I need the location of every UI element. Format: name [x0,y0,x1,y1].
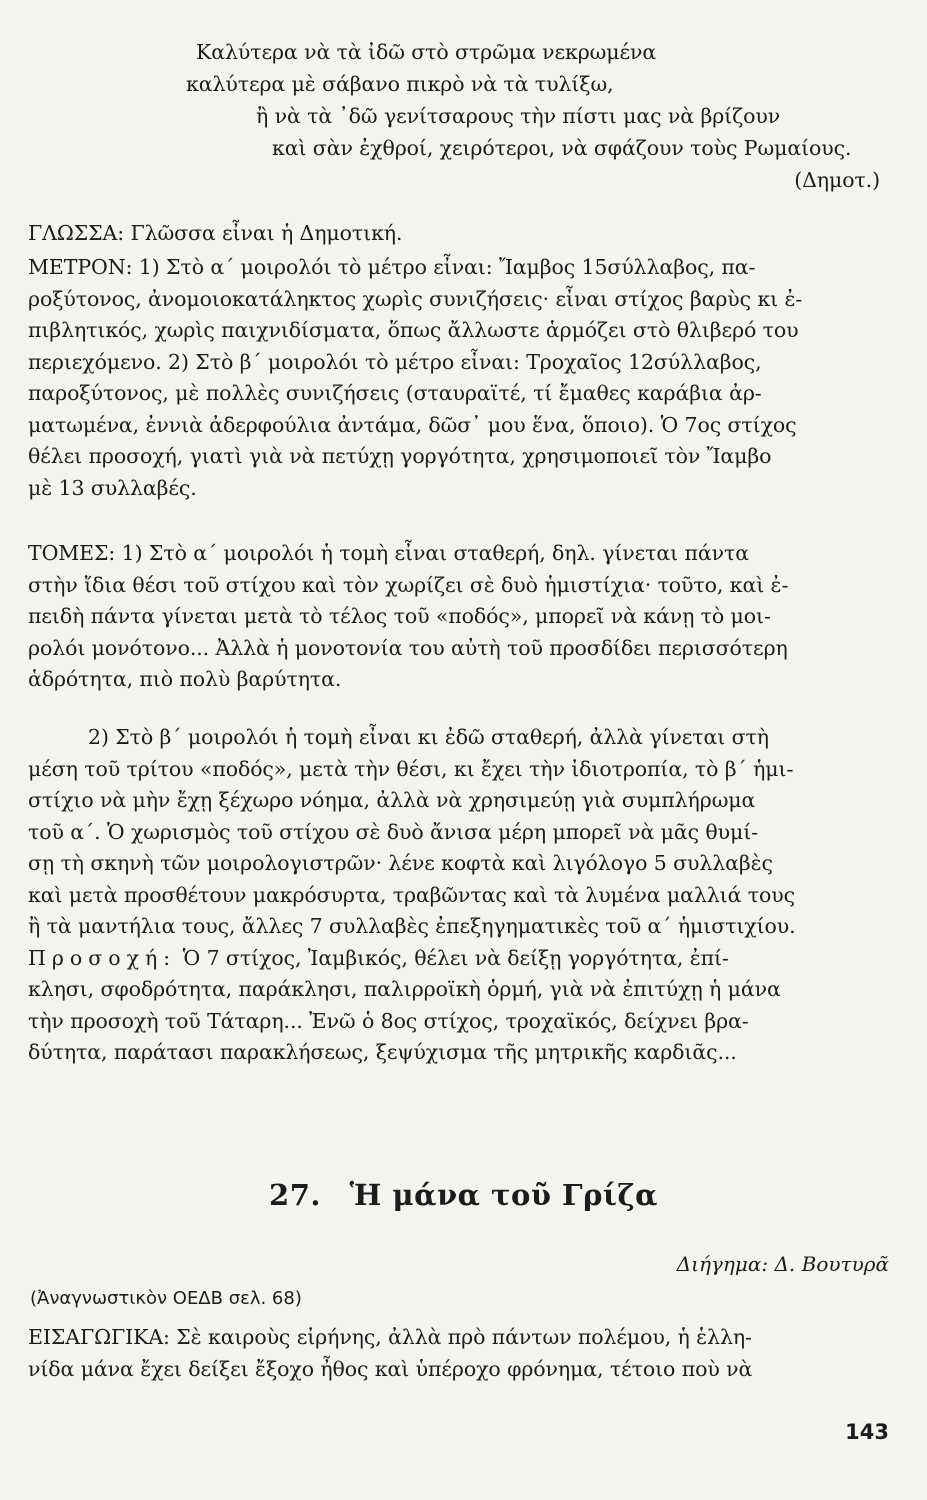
poem-line: Καλύτερα νὰ τὰ ἰδῶ στὸ στρῶμα νεκρωμένα [196,40,657,64]
text-line: πιβλητικός, χωρὶς παιχνιδίσματα, ὅπως ἄλλωστε ἁρμόζει στὸ θλιβερό του [28,318,799,342]
poem-attribution: (Δημοτ.) [794,168,880,192]
tomes-second-paragraph [28,722,893,1069]
glossa-paragraph [28,218,893,250]
text-line: ροξύτονος, ἀνομοιοκατάληκτος χωρὶς συνιζήσεις· εἶναι στίχος βαρὺς κι ἐ- [28,286,803,311]
source-reference: (Ἀναγνωστικὸν ΟΕΔΒ σελ. 68) [30,1288,302,1309]
text-line: σῃ τὴ σκηνὴ τῶν μοιρολογιστρῶν· λένε κοφτὰ καὶ λιγόλογο 5 συλλαβὲς [28,851,773,875]
eisagogika-paragraph [28,1322,893,1385]
metron-paragraph [28,252,893,504]
section-title [0,1178,927,1212]
text-line: καὶ μετὰ προσθέτουν μακρόσυρτα, τραβῶντας καὶ τὰ λυμένα μαλλιά τους [28,882,795,907]
text-line: παροξύτονος, μὲ πολλὲς συνιζήσεις (σταυραϊτέ, τί ἔμαθες καράβια ἀρ- [28,381,762,405]
section-number: 27. [269,1178,321,1212]
story-author: Διήγημα: Δ. Βουτυρᾶ [676,1252,889,1276]
text-line: δύτητα, παράτασι παρακλήσεως, ξεψύχισμα τῆς μητρικῆς καρδιᾶς... [28,1040,737,1064]
text-line: 1) Στὸ α΄ μοιρολόι ἡ τομὴ εἶναι σταθερή, δηλ. γίνεται πάντα [121,541,749,565]
text-line: ρολόι μονότονο... Ἀλλὰ ἡ μονοτονία του αὐτὴ τοῦ προσδίδει περισσότερη [28,635,788,660]
text-line: τοῦ α΄. Ὁ χωρισμὸς τοῦ στίχου σὲ δυὸ ἄνισα μέρη μπορεῖ νὰ μᾶς θυμί- [28,819,758,844]
metron-heading: ΜΕΤΡΟΝ: [28,255,133,279]
prosochi-heading: Προσοχή: [28,945,177,970]
text-line: περιεχόμενο. 2) Στὸ β΄ μοιρολόι τὸ μέτρο εἶναι: Τροχαῖος 12σύλλαβος, [28,349,762,374]
glossa-text: Γλῶσσα εἶναι ἡ Δημοτική. [130,221,403,245]
poem-line: καλύτερα μὲ σάβανο πικρὸ νὰ τὰ τυλίξω, [186,72,614,96]
glossa-heading: ΓΛΩΣΣΑ: [28,221,125,245]
text-line: στίχιο νὰ μὴν ἔχῃ ξέχωρο νόημα, ἀλλὰ νὰ χρησιμεύῃ γιὰ συμπλήρωμα [28,788,756,812]
poem-line: ἢ νὰ τὰ ᾿δῶ γενίτσαρους τὴν πίστι μας νὰ βρίζουν [256,104,781,128]
section-title-text: Ἡ μάνα τοῦ Γρίζα [349,1178,658,1212]
text-line: μὲ 13 συλλαβές. [28,475,197,500]
text-line: μέση τοῦ τρίτου «ποδός», μετὰ τὴν θέσι, κι ἔχει τὴν ἰδιοτροπία, τὸ β΄ ἡμι- [28,756,794,781]
text-line: τὴν προσοχὴ τοῦ Τάταρη... Ἐνῶ ὁ 8ος στίχος, τροχαϊκός, δείχνει βρα- [28,1008,749,1033]
poem-line: καὶ σὰν ἐχθροί, χειρότεροι, νὰ σφάζουν τοὺς Ρωμαίους. [272,136,852,160]
text-line: πειδὴ πάντα γίνεται μετὰ τὸ τέλος τοῦ «ποδός», μπορεῖ νὰ κάνῃ τὸ μοι- [28,604,771,628]
text-line: κλησι, σφοδρότητα, παράκλησι, παλιρροϊκὴ ὁρμή, γιὰ νὰ ἐπιτύχῃ ἡ μάνα [28,977,781,1001]
tomes-paragraph [28,538,893,696]
text-line: ματωμένα, ἐννιὰ ἀδερφούλια ἀντάμα, δῶσ᾿ μου ἕνα, ὅποιο). Ὁ 7ος στίχος [28,412,797,437]
text-line: νίδα μάνα ἔχει δείξει ἔξοχο ἦθος καὶ ὑπέροχο φρόνημα, τέτοιο ποὺ νὰ [28,1356,753,1381]
text-line: 2) Στὸ β΄ μοιρολόι ἡ τομὴ εἶναι κι ἐδῶ σταθερή, ἀλλὰ γίνεται στὴ [88,725,769,749]
poem-stanza [160,36,900,196]
text-line: στὴν ἴδια θέσι τοῦ στίχου καὶ τὸν χωρίζει σὲ δυὸ ἡμιστίχια· τοῦτο, καὶ ἐ- [28,572,789,597]
eisagogika-heading: ΕΙΣΑΓΩΓΙΚΑ: [28,1325,170,1349]
text-line: Ὁ 7 στίχος, Ἰαμβικός, θέλει νὰ δείξῃ γοργότητα, ἐπί- [182,945,729,970]
tomes-heading: ΤΟΜΕΣ: [28,541,116,565]
text-line: ἁδρότητα, πιὸ πολὺ βαρύτητα. [28,667,342,691]
text-line: Σὲ καιροὺς εἰρήνης, ἀλλὰ πρὸ πάντων πολέμου, ἡ ἑλλη- [176,1325,752,1349]
text-line: 1) Στὸ α΄ μοιρολόι τὸ μέτρο εἶναι: Ἴαμβος 15σύλλαβος, πα- [138,255,756,279]
text-line: θέλει προσοχή, γιατὶ γιὰ νὰ πετύχῃ γοργότητα, χρησιμοποιεῖ τὸν Ἴαμβο [28,444,772,468]
page-number: 143 [845,1420,889,1444]
text-line: ἢ τὰ μαντήλια τους, ἄλλες 7 συλλαβὲς ἐπεξηγηματικὲς τοῦ α΄ ἡμιστιχίου. [28,914,796,938]
